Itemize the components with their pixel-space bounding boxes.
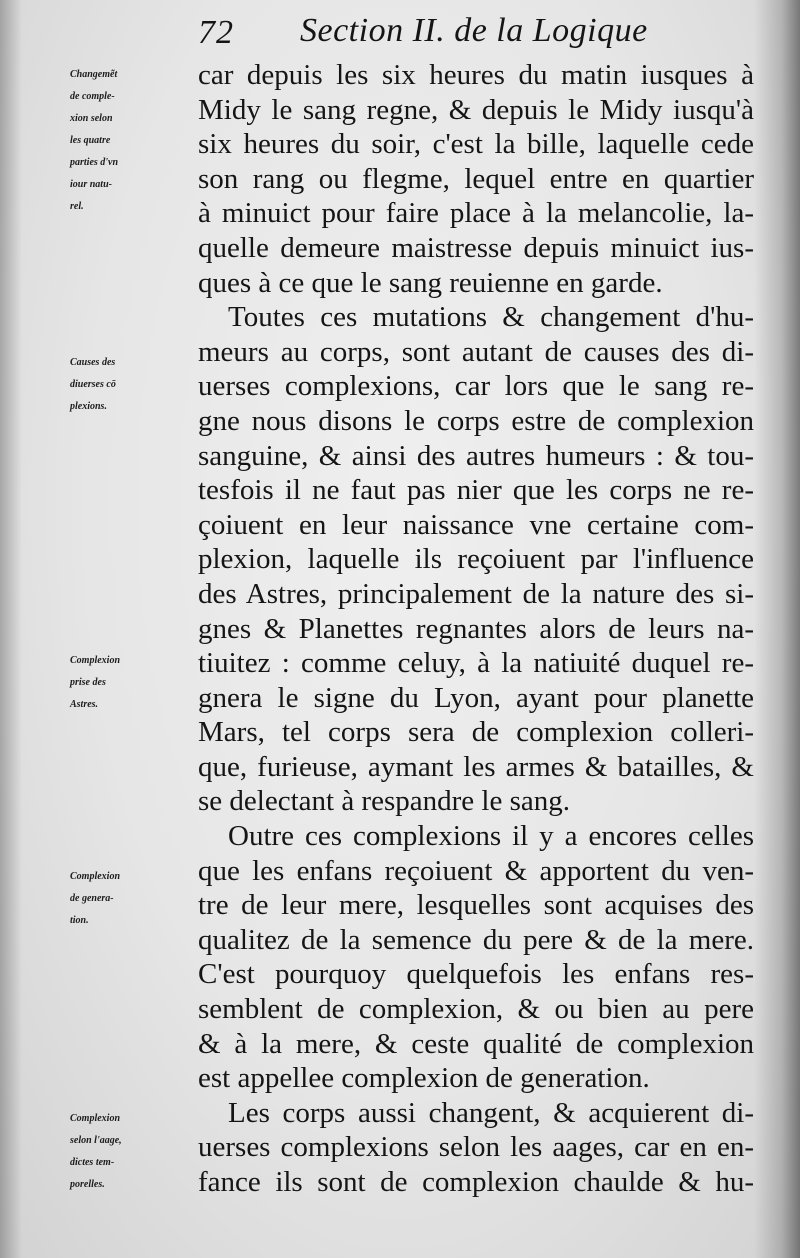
text-line: çoiuent en leur naissance vne certaine com- bbox=[198, 508, 754, 541]
text-line: sanguine, & ainsi des autres humeurs : & tou- bbox=[198, 439, 754, 472]
text-line: Outre ces complexions il y a encores celles bbox=[228, 820, 754, 853]
text-line: gnes & Planettes regnantes alors de leurs na- bbox=[198, 612, 754, 645]
text-line: se delectant à respandre le sang. bbox=[198, 785, 570, 818]
margin-note-line: Complexion bbox=[70, 655, 121, 666]
text-line: Mars, tel corps sera de complexion colleri- bbox=[198, 716, 754, 749]
text-line: semblent de complexion, & ou bien au pere bbox=[198, 993, 754, 1026]
text-line: Les corps aussi changent, & acquierent di- bbox=[228, 1096, 754, 1129]
text-line: à minuict pour faire place à la melancolie, la- bbox=[198, 197, 754, 230]
margin-note-line: tion. bbox=[70, 915, 89, 926]
margin-note-line: xion selon bbox=[70, 113, 113, 124]
margin-note-line: de comple- bbox=[70, 91, 115, 102]
text-line: quelle demeure maistresse depuis minuict ius- bbox=[198, 231, 754, 264]
margin-note-line: de genera- bbox=[70, 893, 114, 904]
main-text-block bbox=[198, 58, 754, 1200]
margin-note-line: prise des bbox=[70, 677, 106, 688]
page-number: 72 bbox=[198, 14, 234, 51]
page-gutter-shadow bbox=[0, 0, 22, 1258]
margin-note-line: Complexion bbox=[70, 1113, 121, 1124]
text-line: tre de leur mere, lesquelles sont acquises des bbox=[198, 889, 754, 922]
margin-note-line: Complexion bbox=[70, 871, 121, 882]
text-line: des Astres, principalement de la nature des si- bbox=[198, 577, 754, 610]
margin-note-aage bbox=[70, 1108, 200, 1196]
text-line: gnera le signe du Lyon, ayant pour planette bbox=[198, 681, 754, 714]
text-line: plexion, laquelle ils reçoiuent par l'influence bbox=[198, 543, 754, 576]
text-line: qualitez de la semence du pere & de la mere. bbox=[198, 923, 754, 956]
margin-note-line: porelles. bbox=[70, 1179, 105, 1190]
margin-note-line: plexions. bbox=[70, 401, 107, 412]
text-line: Midy le sang regne, & depuis le Midy iusqu'à bbox=[198, 93, 754, 126]
text-line: & à la mere, & ceste qualité de complexion bbox=[198, 1027, 754, 1060]
text-line: son rang ou flegme, lequel entre en quartier bbox=[198, 162, 754, 195]
text-line: que, furieuse, aymant les armes & batailles, & bbox=[198, 750, 754, 783]
text-line: ques à ce que le sang reuienne en garde. bbox=[198, 266, 663, 299]
text-line: C'est pourquoy quelquefois les enfans res- bbox=[198, 958, 754, 991]
margin-note-line: Causes des bbox=[70, 357, 116, 368]
text-line: que les enfans reçoiuent & apportent du ven- bbox=[198, 854, 754, 887]
text-line: est appellee complexion de generation. bbox=[198, 1062, 650, 1095]
margin-note-line: parties d'vn bbox=[70, 157, 119, 168]
text-line: car depuis les six heures du matin iusques à bbox=[198, 59, 754, 91]
text-line: uerses complexions selon les aages, car en en- bbox=[198, 1131, 754, 1164]
margin-note-line: dictes tem- bbox=[70, 1157, 115, 1168]
text-line: gne nous disons le corps estre de complexion bbox=[198, 404, 754, 437]
margin-note-line: rel. bbox=[70, 201, 84, 212]
page-edge-shadow bbox=[754, 0, 800, 1258]
margin-note-complexion-change bbox=[70, 64, 200, 218]
text-line: meurs au corps, sont autant de causes des di- bbox=[198, 335, 754, 368]
margin-note-line: iour natu- bbox=[70, 179, 112, 190]
page-header bbox=[190, 12, 750, 56]
margin-note-generation bbox=[70, 866, 200, 932]
margin-note-causes bbox=[70, 352, 200, 418]
margin-note-line: selon l'aage, bbox=[70, 1135, 122, 1146]
text-line: tesfois il ne faut pas nier que les corps ne re- bbox=[198, 474, 754, 507]
margin-note-line: diuerses cō bbox=[70, 379, 116, 390]
margin-note-astres bbox=[70, 650, 200, 716]
text-line: tiuitez : comme celuy, à la natiuité duquel re- bbox=[198, 647, 754, 680]
text-line: Toutes ces mutations & changement d'hu- bbox=[228, 301, 754, 334]
text-line: six heures du soir, c'est la bille, laquelle cede bbox=[198, 128, 754, 161]
margin-note-line: les quatre bbox=[70, 135, 111, 146]
text-line: fance ils sont de complexion chaulde & hu- bbox=[198, 1166, 754, 1198]
text-line: uerses complexions, car lors que le sang re- bbox=[198, 370, 754, 403]
margin-note-line: Astres. bbox=[70, 699, 99, 710]
running-head: Section II. de la Logique bbox=[300, 12, 648, 49]
margin-note-line: Changemẽt bbox=[70, 69, 118, 80]
